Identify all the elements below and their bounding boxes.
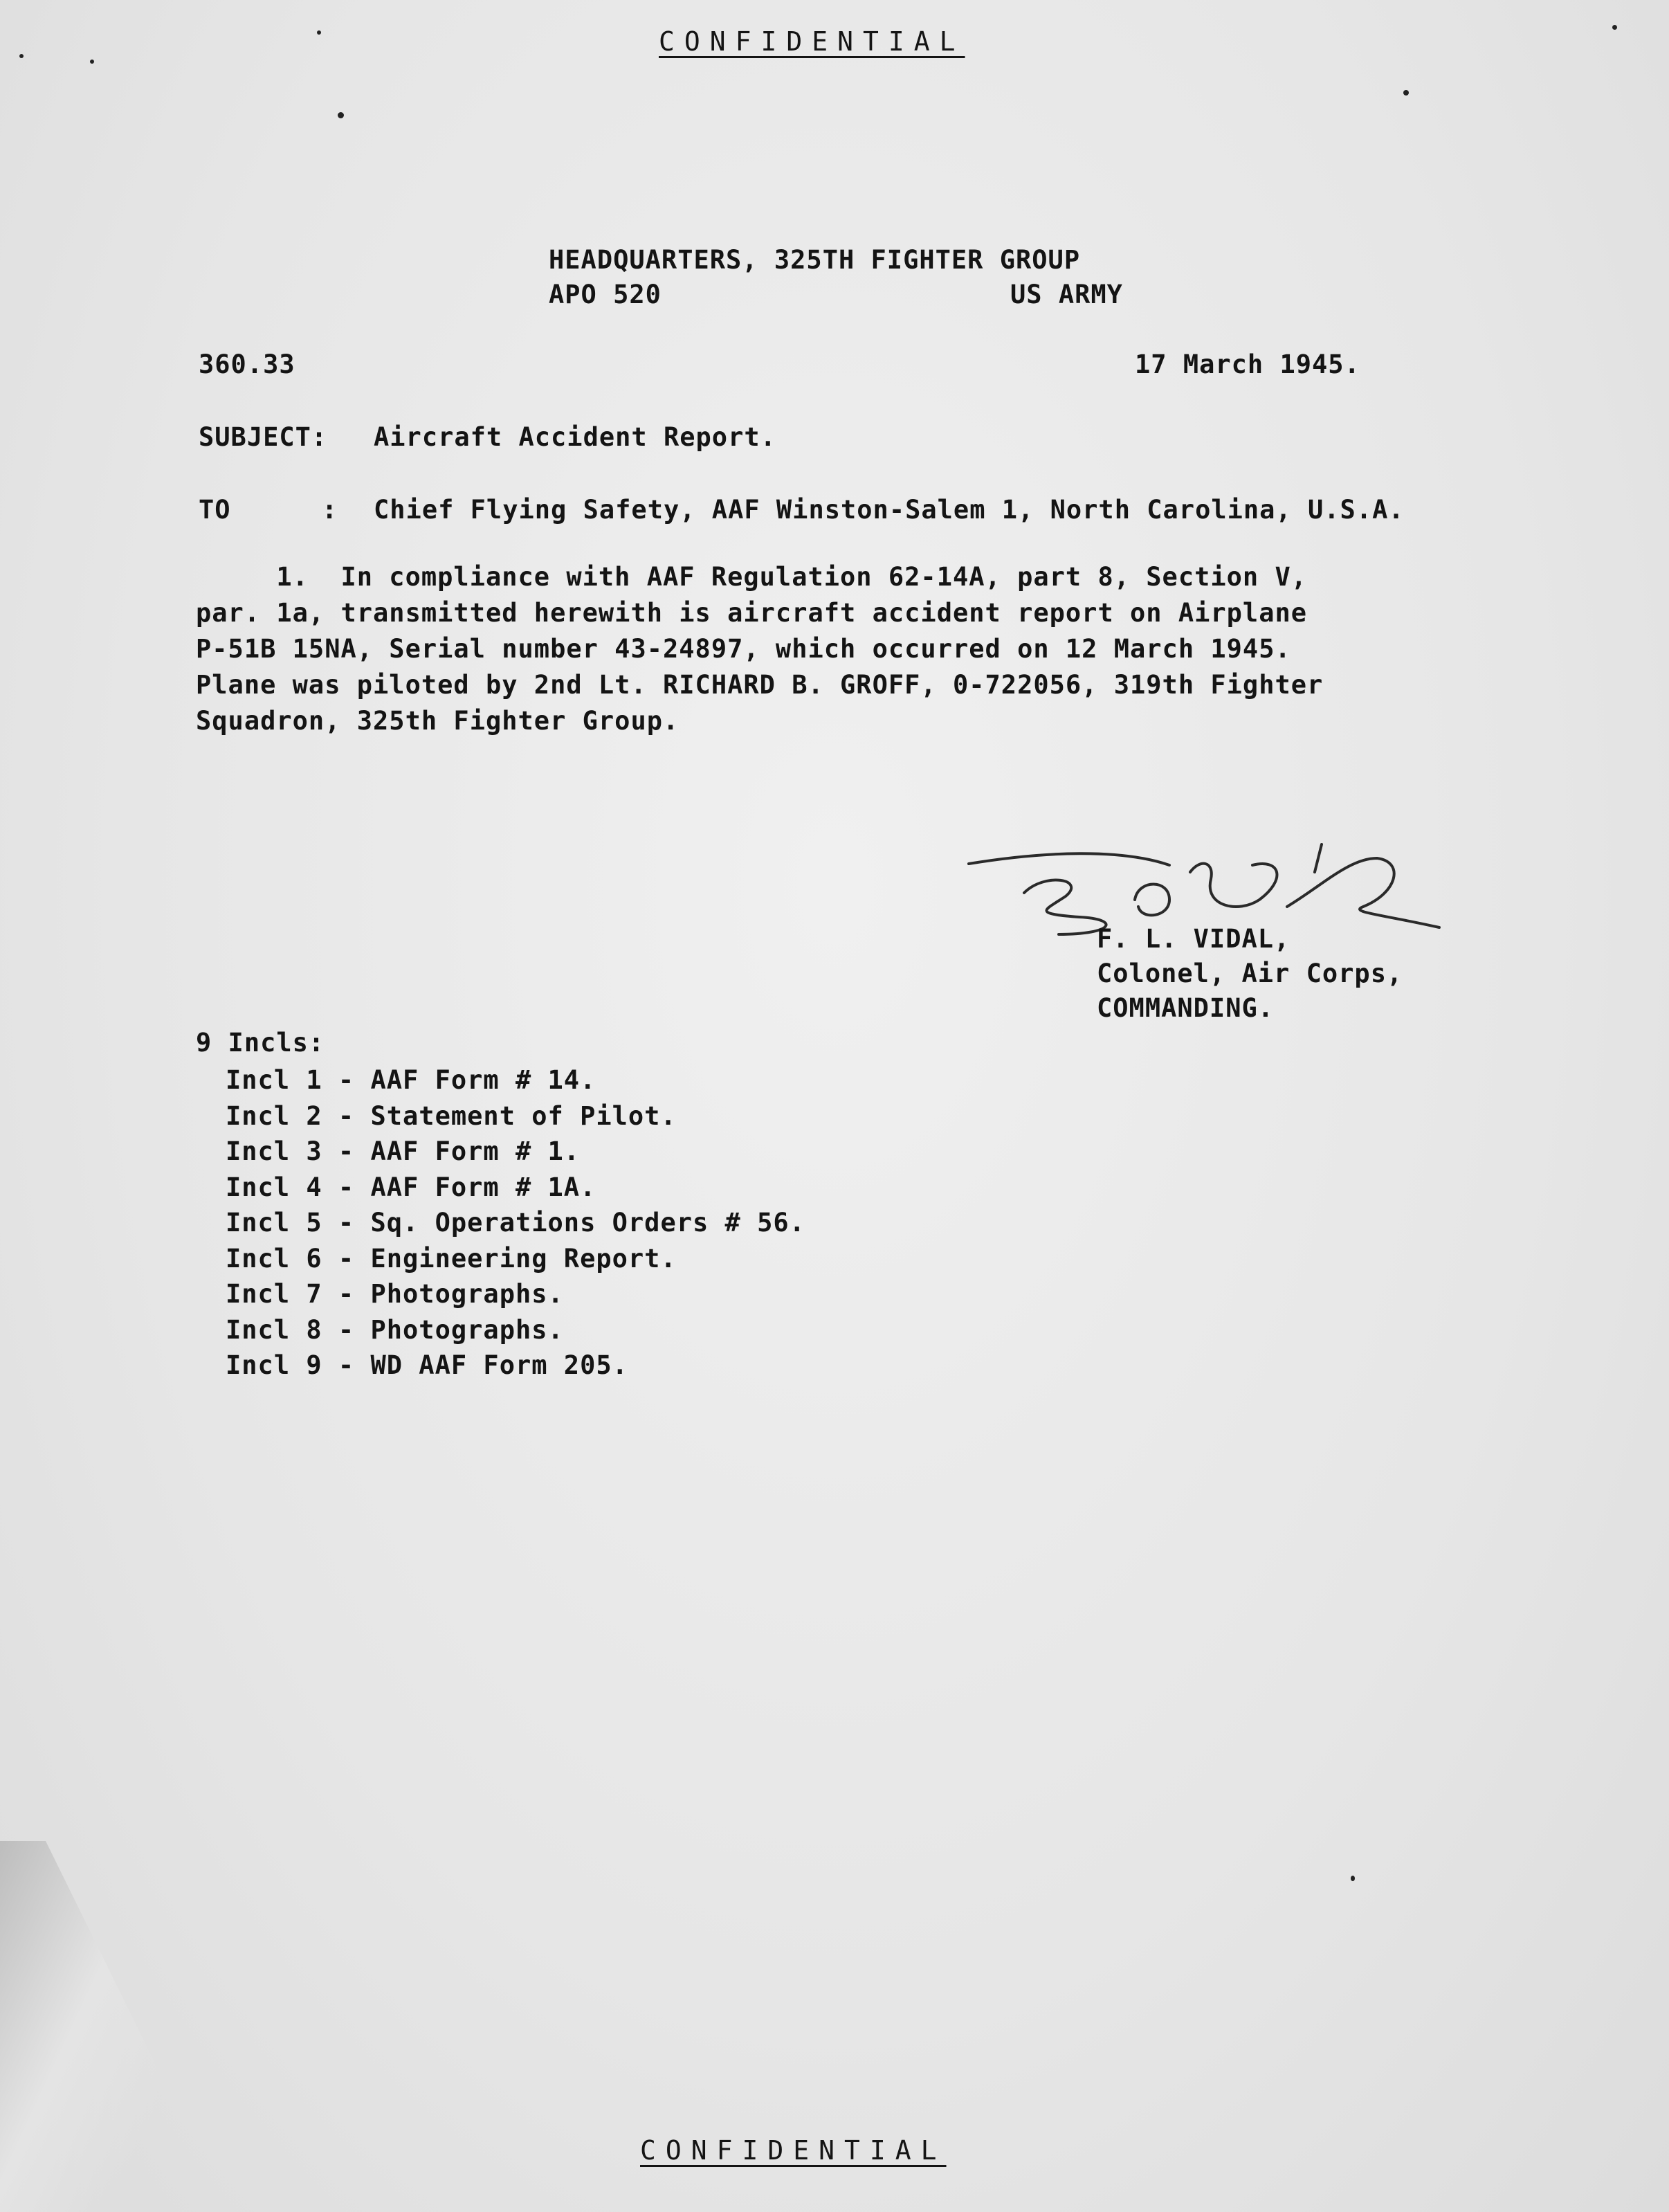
ink-speck	[338, 112, 344, 118]
body-line: par. 1a, transmitted herewith is aircraft accident report on Airplane	[196, 598, 1308, 628]
ink-speck	[1403, 90, 1409, 96]
signatory-rank: Colonel, Air Corps,	[1097, 959, 1403, 988]
classification-top: CONFIDENTIAL	[659, 26, 965, 57]
ink-speck	[317, 30, 321, 35]
inclosure-item: Incl 6 - Engineering Report.	[226, 1243, 677, 1273]
inclosure-item: Incl 3 - AAF Form # 1.	[226, 1136, 581, 1166]
inclosure-item: Incl 5 - Sq. Operations Orders # 56.	[226, 1208, 805, 1238]
letter-date: 17 March 1945.	[1135, 350, 1360, 379]
body-line: Plane was piloted by 2nd Lt. RICHARD B. GROFF, 0-722056, 319th Fighter	[196, 670, 1324, 700]
heading-apo: APO 520	[549, 280, 662, 309]
inclosure-item: Incl 1 - AAF Form # 14.	[226, 1065, 596, 1095]
signatory-name: F. L. VIDAL,	[1097, 924, 1290, 954]
ink-speck	[19, 54, 24, 58]
inclosure-item: Incl 2 - Statement of Pilot.	[226, 1100, 677, 1131]
subject-label: SUBJECT:	[199, 422, 328, 452]
inclosure-item: Incl 9 - WD AAF Form 205.	[226, 1350, 628, 1380]
body-line: P-51B 15NA, Serial number 43-24897, which occurred on 12 March 1945.	[196, 634, 1291, 664]
ink-speck	[90, 60, 94, 64]
body-line: Squadron, 325th Fighter Group.	[196, 706, 680, 736]
subject-value: Aircraft Accident Report.	[374, 422, 776, 452]
body-line: 1. In compliance with AAF Regulation 62-14A, part 8, Section V,	[196, 562, 1308, 592]
classification-bottom: CONFIDENTIAL	[640, 2135, 947, 2166]
to-label: TO	[199, 495, 231, 525]
to-value: Chief Flying Safety, AAF Winston-Salem 1, North Carolina, U.S.A.	[374, 495, 1405, 525]
folded-page-corner	[0, 1841, 228, 2212]
ink-speck	[1612, 25, 1617, 30]
inclosures-list	[226, 1062, 805, 1384]
ink-speck	[1351, 1876, 1355, 1881]
heading-army: US ARMY	[1010, 280, 1123, 309]
inclosure-item: Incl 4 - AAF Form # 1A.	[226, 1172, 596, 1202]
inclosures-header: 9 Incls:	[196, 1028, 325, 1058]
signatory-title: COMMANDING.	[1097, 993, 1275, 1023]
inclosure-item: Incl 8 - Photographs.	[226, 1314, 564, 1345]
to-colon: :	[322, 495, 338, 525]
body-paragraph	[196, 559, 1511, 739]
heading-unit: HEADQUARTERS, 325TH FIGHTER GROUP	[549, 245, 1081, 275]
file-number: 360.33	[199, 350, 295, 379]
inclosure-item: Incl 7 - Photographs.	[226, 1279, 564, 1309]
